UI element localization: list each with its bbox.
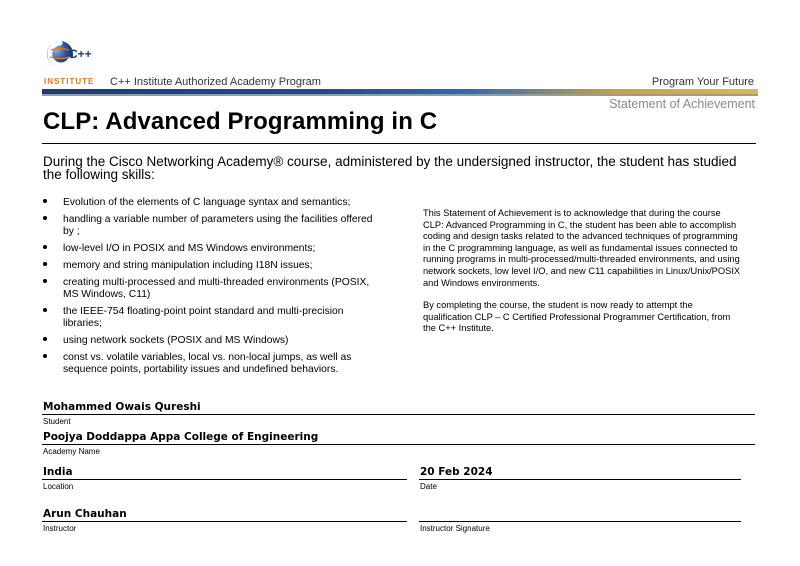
bullet-icon xyxy=(43,245,47,249)
academy-line xyxy=(42,444,755,445)
intro-text: During the Cisco Networking Academy® course, administered by the undersigned instructor, the student has studied the following skills: xyxy=(43,154,737,182)
skill-text: low-level I/O in POSIX and MS Windows environments; xyxy=(63,242,316,254)
statement-paragraph-1: This Statement of Achievement is to acknowledge that during the course CLP: Advanced Programming in C, the student has been able to accomplish coding and design tasks related to the advanced techniques of programming in the C programming language, as well as fundamental issues connected to running programs in multi-processed/multi-threaded environments, and using network sockets, low level I/O, and new C11 capabilities in Linux/Unix/POSIX and Windows environments. xyxy=(423,208,741,288)
skill-item xyxy=(43,352,383,375)
skill-item xyxy=(43,306,383,329)
signature-line xyxy=(419,521,741,522)
student-line xyxy=(42,414,755,415)
skill-item xyxy=(43,335,383,347)
bullet-icon xyxy=(43,354,47,358)
skill-text: creating multi-processed and multi-threaded environments (POSIX, MS Windows, C11) xyxy=(63,277,370,300)
location-line xyxy=(42,479,407,480)
academy-name: Poojya Doddappa Appa College of Engineering xyxy=(43,431,319,443)
bullet-icon xyxy=(43,199,47,203)
statement-paragraph-2: By completing the course, the student is now ready to attempt the qualification CLP – C Certified Professional Programmer Certification, from the C++ Institute. xyxy=(423,300,731,334)
skill-item xyxy=(43,277,383,300)
signature-label: Instructor Signature xyxy=(420,524,490,533)
logo-mark-text: C++ xyxy=(69,47,92,61)
student-label: Student xyxy=(43,417,71,426)
bullet-icon xyxy=(43,337,47,341)
skill-text: the IEEE-754 floating-point point standard and multi-precision libraries; xyxy=(63,306,344,329)
achievement-statement xyxy=(423,208,743,346)
skill-item xyxy=(43,243,383,255)
student-name: Mohammed Owais Qureshi xyxy=(43,401,201,413)
skill-item xyxy=(43,197,383,209)
instructor-label: Instructor xyxy=(43,524,77,533)
skills-list xyxy=(43,197,383,381)
skill-text: const vs. volatile variables, local vs. non-local jumps, as well as sequence points, portability issues and undefined behaviors. xyxy=(63,352,352,375)
skill-text: Evolution of the elements of C language syntax and semantics; xyxy=(63,197,351,208)
date-line xyxy=(419,479,741,480)
date-value: 20 Feb 2024 xyxy=(420,466,493,478)
skill-item xyxy=(43,260,383,272)
bullet-icon xyxy=(43,216,47,220)
logo-label: INSTITUTE xyxy=(44,77,95,86)
header-gray-rule xyxy=(42,94,758,96)
title-divider xyxy=(42,143,756,144)
bullet-icon xyxy=(43,279,47,283)
location-value: India xyxy=(43,466,73,478)
instructor-name: Arun Chauhan xyxy=(43,508,127,520)
date-label: Date xyxy=(420,482,437,491)
bullet-icon xyxy=(43,262,47,266)
bullet-icon xyxy=(43,308,47,312)
certificate-title: CLP: Advanced Programming in C xyxy=(43,108,438,135)
program-name: C++ Institute Authorized Academy Program xyxy=(110,76,321,88)
document-kind: Statement of Achievement xyxy=(609,97,755,111)
skill-text: using network sockets (POSIX and MS Windows) xyxy=(63,334,289,346)
location-label: Location xyxy=(43,482,74,491)
skill-text: handling a variable number of parameters using the facilities offered by ; xyxy=(63,214,373,237)
instructor-line xyxy=(42,521,407,522)
skill-text: memory and string manipulation including I18N issues; xyxy=(63,260,313,272)
skill-item xyxy=(43,214,383,237)
tagline: Program Your Future xyxy=(651,76,754,88)
academy-label: Academy Name xyxy=(43,447,100,456)
